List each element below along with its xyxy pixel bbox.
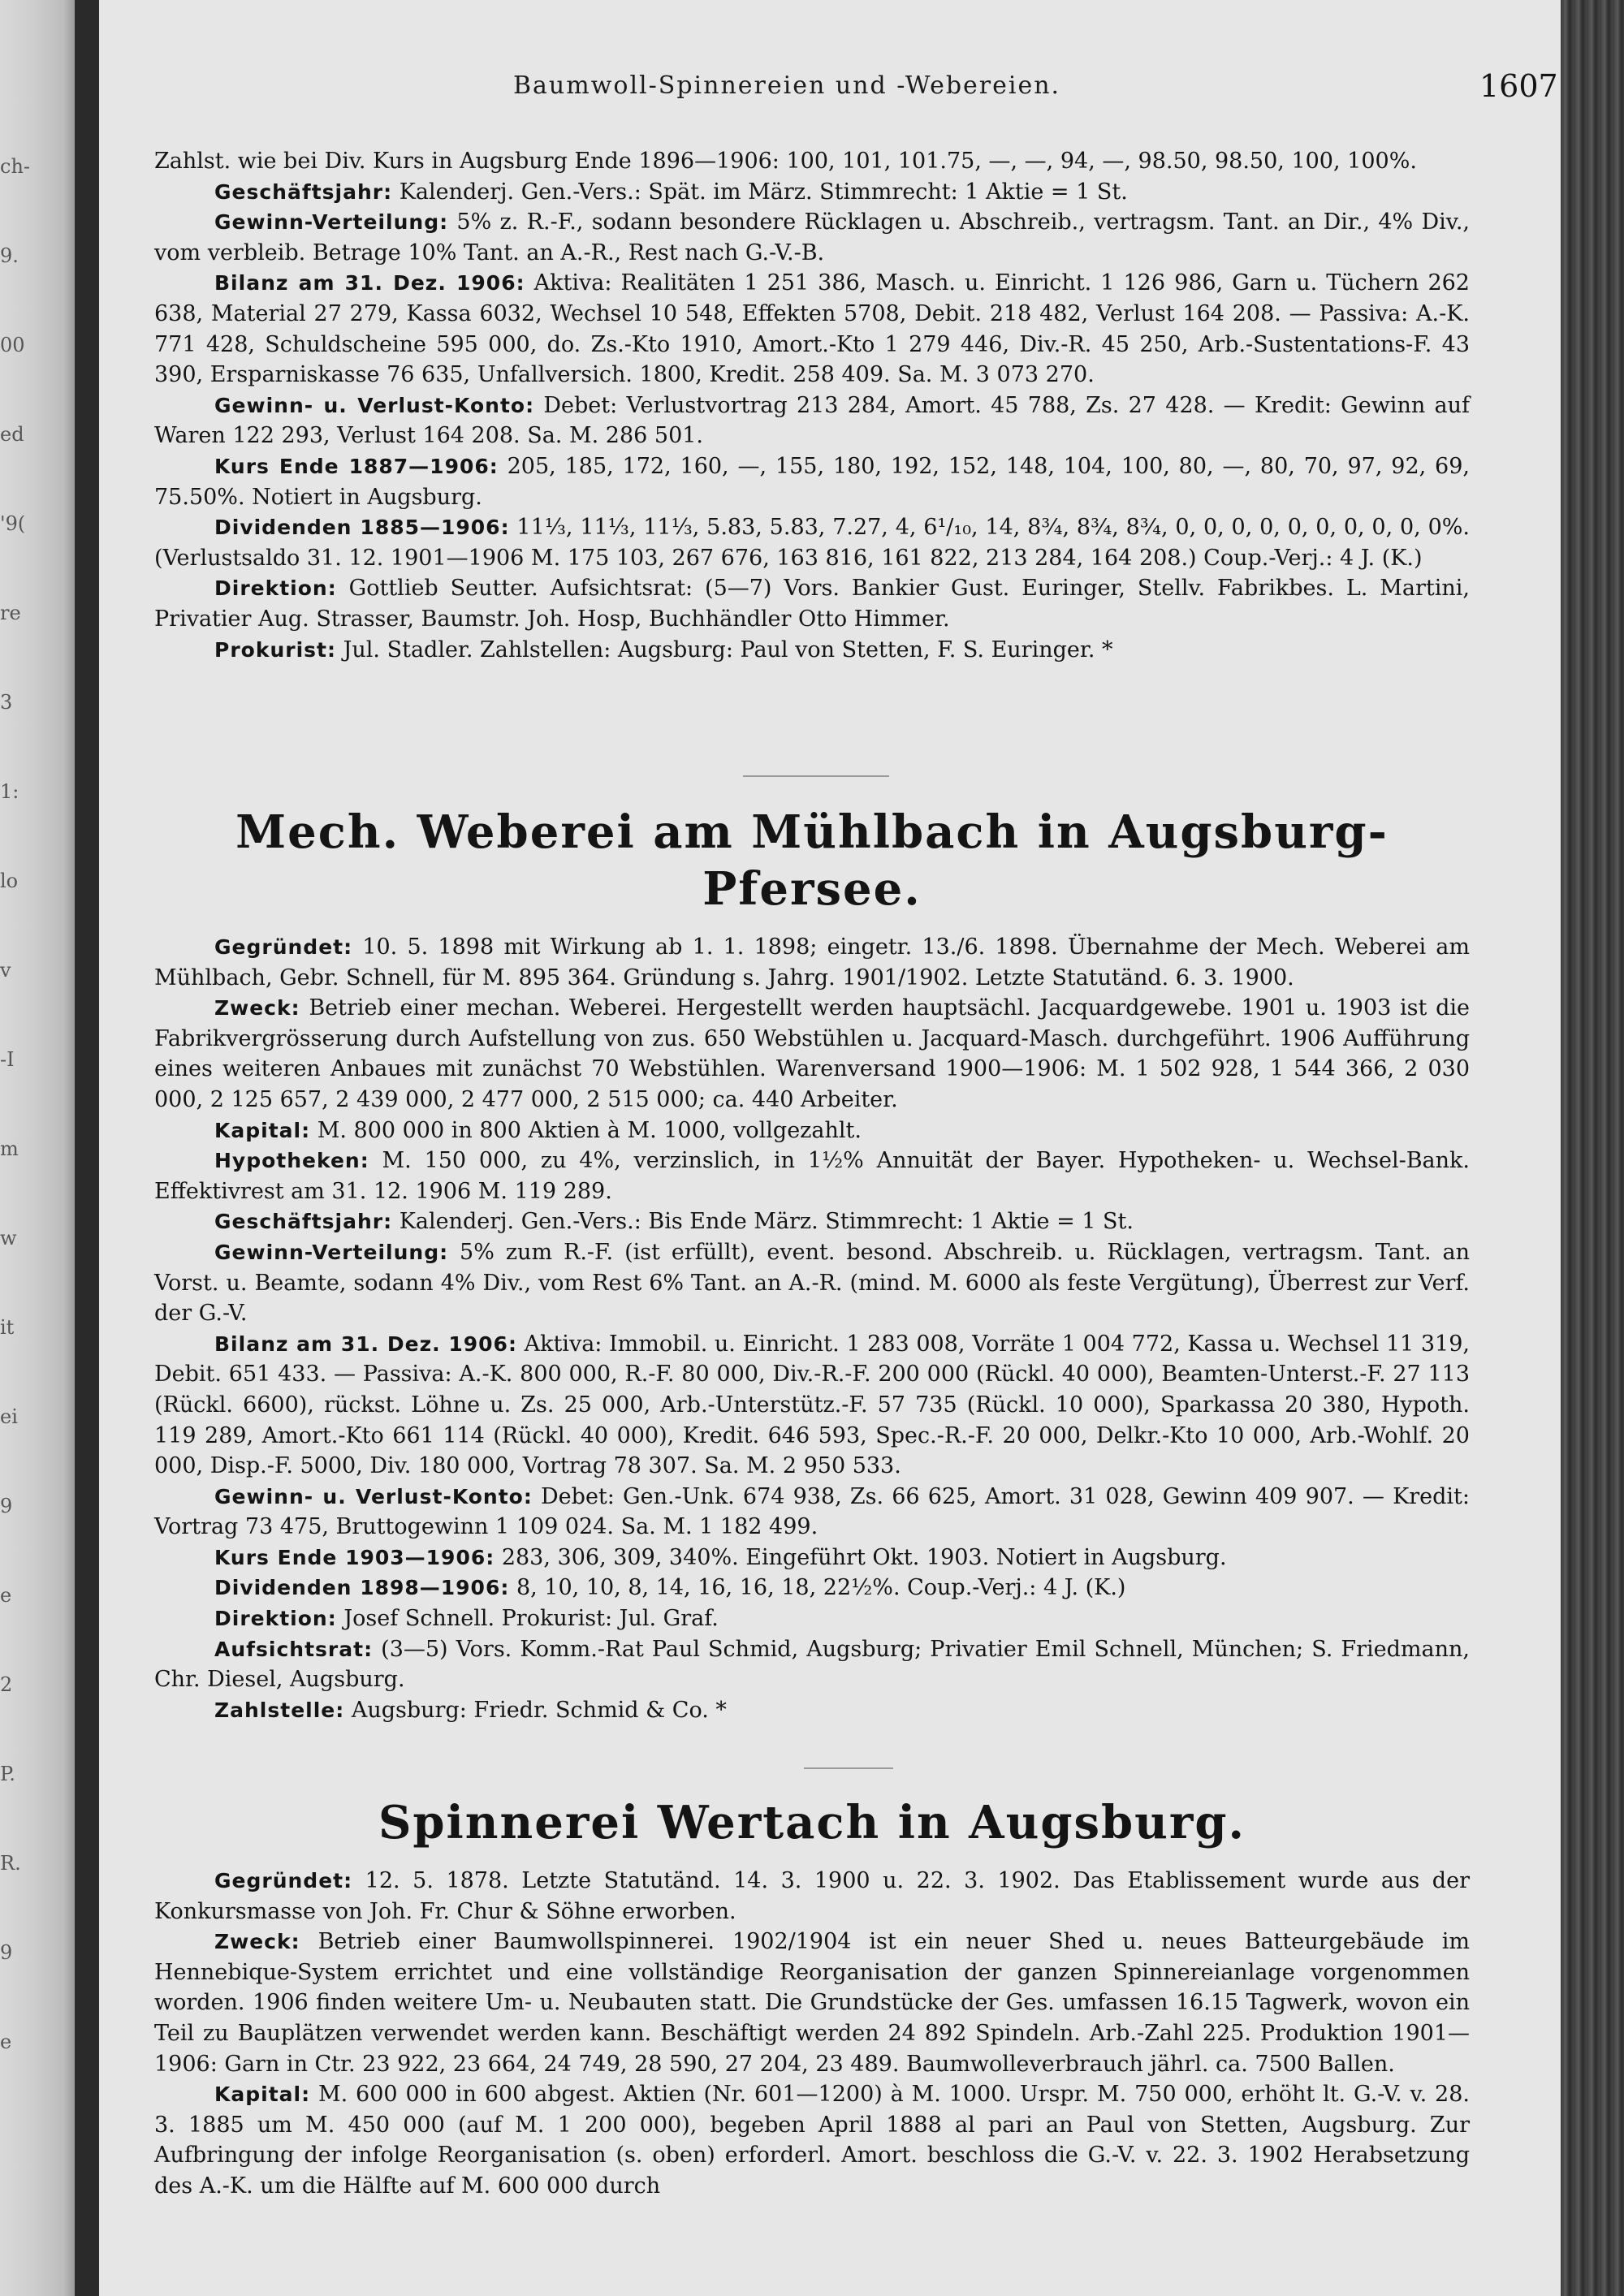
entry-paragraph (154, 1482, 1470, 1543)
page-gutter (75, 0, 99, 2296)
field-label: Geschäftsjahr: (214, 1210, 393, 1234)
margin-fragment: '9( (0, 512, 26, 535)
entry-paragraph (154, 635, 1470, 666)
margin-fragment: -I (0, 1048, 15, 1071)
field-text: 10. 5. 1898 mit Wirkung ab 1. 1. 1898; eingetr. 13./6. 1898. Übernahme der Mech. Weberei am Mühlbach, Gebr. Schnell, für M. 895 364. Gründung s. Jahrg. 1901/1902. Letzte Statutänd. 6. 3. 1900. (154, 934, 1470, 990)
field-text: Debet: Verlustvortrag 213 284, Amort. 45 788, Zs. 27 428. — Kredit: Gewinn auf Waren 122 293, Verlust 164 208. Sa. M. 286 501. (154, 392, 1470, 449)
section-separator (804, 1767, 893, 1769)
field-text: Gottlieb Seutter. Aufsichtsrat: (5—7) Vors. Bankier Gust. Euringer, Stellv. Fabrikbes. L. Martini, Privatier Aug. Strasser, Baumstr. Joh. Hosp, Buchhändler Otto Himmer. (154, 576, 1470, 632)
entry-paragraph (154, 177, 1470, 208)
company-title: Spinnerei Wertach in Augsburg. (378, 1796, 1246, 1849)
field-label: Direktion: (214, 1607, 337, 1631)
field-text: Debet: Gen.-Unk. 674 938, Zs. 66 625, Amort. 31 028, Gewinn 409 907. — Kredit: Vortrag 73 475, Bruttogewinn 1 109 024. Sa. M. 1 182 499. (154, 1483, 1471, 1540)
margin-fragment: 9 (0, 1941, 13, 1964)
margin-fragment: ch- (0, 155, 31, 178)
field-text: 11⅓, 11⅓, 11⅓, 5.83, 5.83, 7.27, 4, 6¹/₁₀, 14, 8¾, 8¾, 8¾, 0, 0, 0, 0, 0, 0, 0, 0, 0, 0%. (Verlustsaldo 31. 12. 1901—1906 M. 175 103, 267 676, 163 816, 161 822, 213 284, 164 208.) Coup.-Verj.: 4 J. (K.) (154, 515, 1470, 571)
field-text: M. 150 000, zu 4%, verzinslich, in 1½% Annuität der Bayer. Hypotheken- u. Wechsel-Bank. Effektivrest am 31. 12. 1906 M. 119 289. (154, 1148, 1470, 1204)
margin-fragment: P. (0, 1763, 15, 1785)
field-label: Zweck: (214, 1930, 300, 1954)
field-text: 283, 306, 309, 340%. Eingeführt Okt. 1903. Notiert in Augsburg. (501, 1544, 1227, 1570)
field-text: Aktiva: Immobil. u. Einricht. 1 283 008, Vorräte 1 004 772, Kassa u. Wechsel 11 319, Debit. 651 433. — Passiva: A.-K. 800 000, R.-F. 80 000, Div.-R.-F. 200 000 (Rückl. 40 000), Beamten-Unterst.-F. 27 113 (Rückl. 6600), rückst. Löhne u. Zs. 25 000, Arb.-Unterstütz.-F. 57 735 (Rückl. 10 000), Sparkassa 20 380, Hypoth. 119 289, Amort.-Kto 661 114 (Rückl. 40 000), Kredit. 646 593, Spec.-R.-F. 20 000, Delkr.-Kto 10 000, Arb.-Wohlf. 20 000, Disp.-F. 5000, Div. 180 000, Vortrag 78 307. Sa. M. 2 950 533. (154, 1331, 1470, 1479)
field-label: Gegründet: (214, 1869, 353, 1892)
entry-paragraph (154, 1116, 1470, 1146)
page-number: 1607 (1479, 68, 1558, 104)
entry-paragraph (154, 1927, 1470, 2079)
entry-paragraph (154, 1146, 1470, 1206)
margin-fragment: 9 (0, 1495, 13, 1517)
field-text: 5% zum R.-F. (ist erfüllt), event. besond. Abschreib. u. Rücklagen, vertragsm. Tant. an Vorst. u. Beamte, sodann 4% Div., vom Rest 6% Tant. an A.-R. (mind. M. 6000 als feste Vergütung), Überrest zur Verf. der G.-V. (154, 1239, 1470, 1327)
company-title: Mech. Weberei am Mühlbach in Augsburg-Pfersee. (235, 805, 1389, 916)
field-label: Bilanz am 31. Dez. 1906: (214, 1331, 517, 1356)
field-label: Zahlstelle: (214, 1698, 345, 1722)
field-label: Kurs Ende 1903—1906: (214, 1545, 495, 1569)
margin-fragment: 00 (0, 334, 25, 356)
field-label: Dividenden 1898—1906: (214, 1576, 510, 1600)
entry-paragraph (154, 1237, 1470, 1329)
entry-paragraph (154, 1866, 1470, 1927)
margin-fragment: ed (0, 423, 24, 446)
entry-paragraph (154, 146, 1470, 177)
field-label: Gewinn-Verteilung: (214, 1240, 449, 1264)
field-text: Kalenderj. Gen.-Vers.: Bis Ende März. Stimmrecht: 1 Aktie = 1 St. (399, 1209, 1134, 1235)
margin-fragment: w (0, 1227, 17, 1249)
field-label: Gegründet: (214, 935, 353, 959)
entry-paragraph (154, 1695, 1470, 1726)
section-separator (743, 775, 889, 777)
field-label: Gewinn- u. Verlust-Konto: (214, 1484, 533, 1508)
entry-mech-weberei (154, 804, 1470, 1725)
margin-fragment: e (0, 2031, 12, 2053)
entry-continuation (154, 146, 1470, 665)
margin-fragment: 1: (0, 780, 19, 803)
field-label: Gewinn- u. Verlust-Konto: (214, 393, 535, 417)
entry-paragraph (154, 573, 1470, 634)
previous-page-sliver (0, 0, 75, 2296)
entry-paragraph (154, 1543, 1470, 1573)
margin-fragment: e (0, 1584, 12, 1607)
entry-paragraph (154, 207, 1470, 268)
margin-fragment: ei (0, 1405, 18, 1428)
margin-fragment: re (0, 602, 21, 624)
margin-fragment: 2 (0, 1673, 13, 1696)
entry-spinnerei-wertach (154, 1794, 1470, 2202)
field-text: Jul. Stadler. Zahlstellen: Augsburg: Paul von Stetten, F. S. Euringer. * (343, 637, 1113, 662)
entry-paragraph (154, 2079, 1470, 2201)
margin-fragment: v (0, 959, 11, 982)
margin-fragment: it (0, 1316, 15, 1339)
field-text: (3—5) Vors. Komm.-Rat Paul Schmid, Augsburg; Privatier Emil Schnell, München; S. Friedmann, Chr. Diesel, Augsburg. (154, 1636, 1470, 1693)
field-label: Geschäftsjahr: (214, 179, 393, 204)
field-text: 205, 185, 172, 160, —, 155, 180, 192, 152, 148, 104, 100, 80, —, 80, 70, 97, 92, 69, 75.50%. Notiert in Augsburg. (154, 453, 1470, 510)
entry-paragraph (154, 1573, 1470, 1603)
field-label: Kapital: (214, 2082, 311, 2107)
field-text: M. 600 000 in 600 abgest. Aktien (Nr. 601—1200) à M. 1000. Urspr. M. 750 000, erhöht lt. G.-V. v. 28. 3. 1885 um M. 450 000 (auf M. 1 200 000), begeben April 1888 al pari an Paul von Stetten, Augsburg. Zur Aufbringung der infolge Reorganisation (s. oben) erforderl. Amort. beschloss die G.-V. v. 22. 3. 1902 Herabsetzung des A.-K. um die Hälfte auf M. 600 000 durch (154, 2082, 1470, 2199)
entry-paragraph (154, 932, 1470, 993)
field-label: Kurs Ende 1887—1906: (214, 454, 499, 478)
margin-fragment: R. (0, 1852, 21, 1875)
field-label: Direktion: (214, 576, 337, 601)
field-label: Dividenden 1885—1906: (214, 516, 510, 540)
field-text: 8, 10, 10, 8, 14, 16, 16, 18, 22½%. Coup.-Verj.: 4 J. (K.) (516, 1575, 1126, 1601)
field-label: Aufsichtsrat: (214, 1637, 374, 1661)
field-label: Bilanz am 31. Dez. 1906: (214, 271, 525, 296)
field-label: Prokurist: (214, 637, 336, 662)
field-text: Betrieb einer Baumwollspinnerei. 1902/1904 ist ein neuer Shed u. neues Batteurgebäude im Hennebique-System errichtet und eine vollständige Reorganisation der ganzen Spinnereianlage vorgenommen worden. 1906 finden weitere Um- u. Neubauten statt. Die Grundstücke der Ges. umfassen 16.15 Tagwerk, wovon ein Teil zu Bauplätzen verwendet werden kann. Beschäftigt werden 24 892 Spindeln. Arb.-Zahl 225. Produktion 1901—1906: Garn in Ctr. 23 922, 23 664, 24 749, 28 590, 27 204, 23 489. Baumwolleverbrauch jährl. ca. 7500 Ballen. (154, 1929, 1470, 2077)
running-head: Baumwoll-Spinnereien und -Webereien. (513, 71, 1061, 100)
field-text: Betrieb einer mechan. Weberei. Hergestellt werden hauptsächl. Jacquardgewebe. 1901 u. 1903 ist die Fabrikvergrösserung durch Aufstellung von zus. 650 Webstühlen u. Jacquard-Masch. durchgeführt. 1906 Aufführung eines weiteren Anbaues mit zunächst 70 Webstühlen. Warenversand 1900—1906: M. 1 502 928, 1 544 366, 2 030 000, 2 125 657, 2 439 000, 2 477 000, 2 515 000; ca. 440 Arbeiter. (154, 995, 1470, 1112)
margin-fragment: 9. (0, 244, 19, 267)
margin-fragment: m (0, 1137, 19, 1160)
entry-paragraph (154, 391, 1470, 451)
field-text: Kalenderj. Gen.-Vers.: Spät. im März. Stimmrecht: 1 Aktie = 1 St. (399, 179, 1128, 205)
entry-paragraph (154, 268, 1470, 390)
field-label: Kapital: (214, 1118, 311, 1142)
field-label: Hypotheken: (214, 1149, 369, 1173)
book-edge (1561, 0, 1624, 2296)
field-label: Gewinn-Verteilung: (214, 210, 449, 235)
entry-paragraph (154, 1329, 1470, 1482)
entry-paragraph (154, 1603, 1470, 1634)
entry-paragraph (154, 1206, 1470, 1237)
entry-paragraph (154, 1634, 1470, 1695)
field-text: Zahlst. wie bei Div. Kurs in Augsburg Ende 1896—1906: 100, 101, 101.75, —, —, 94, —, 98.50, 98.50, 100, 100%. (154, 149, 1417, 174)
field-text: M. 800 000 in 800 Aktien à M. 1000, vollgezahlt. (317, 1117, 862, 1143)
field-text: Aktiva: Realitäten 1 251 386, Masch. u. Einricht. 1 126 986, Garn u. Tüchern 262 638, Material 27 279, Kassa 6032, Wechsel 10 548, Effekten 5708, Debit. 218 482, Verlust 164 208. — Passiva: A.-K. 771 428, Schuldscheine 595 000, do. Zs.-Kto 1910, Amort.-Kto 1 279 446, Div.-R. 45 250, Arb.-Sustentations-F. 43 390, Ersparniskasse 76 635, Unfallversich. 1800, Kredit. 258 409. Sa. M. 3 073 270. (154, 270, 1470, 388)
field-text: 5% z. R.-F., sodann besondere Rücklagen u. Abschreib., vertragsm. Tant. an Dir., 4% Div., vom verbleib. Betrage 10% Tant. an A.-R., Rest nach G.-V.-B. (154, 209, 1470, 265)
field-label: Zweck: (214, 996, 300, 1021)
field-text: Josef Schnell. Prokurist: Jul. Graf. (343, 1606, 719, 1632)
margin-fragment: 3 (0, 691, 13, 714)
field-text: Augsburg: Friedr. Schmid & Co. * (351, 1697, 727, 1723)
entry-paragraph (154, 512, 1470, 573)
entry-paragraph (154, 993, 1470, 1115)
margin-fragment: lo (0, 870, 19, 892)
entry-paragraph (154, 451, 1470, 512)
field-text: 12. 5. 1878. Letzte Statutänd. 14. 3. 1900 u. 22. 3. 1902. Das Etablissement wurde aus der Konkursmasse von Joh. Fr. Chur & Söhne erworben. (154, 1868, 1470, 1924)
